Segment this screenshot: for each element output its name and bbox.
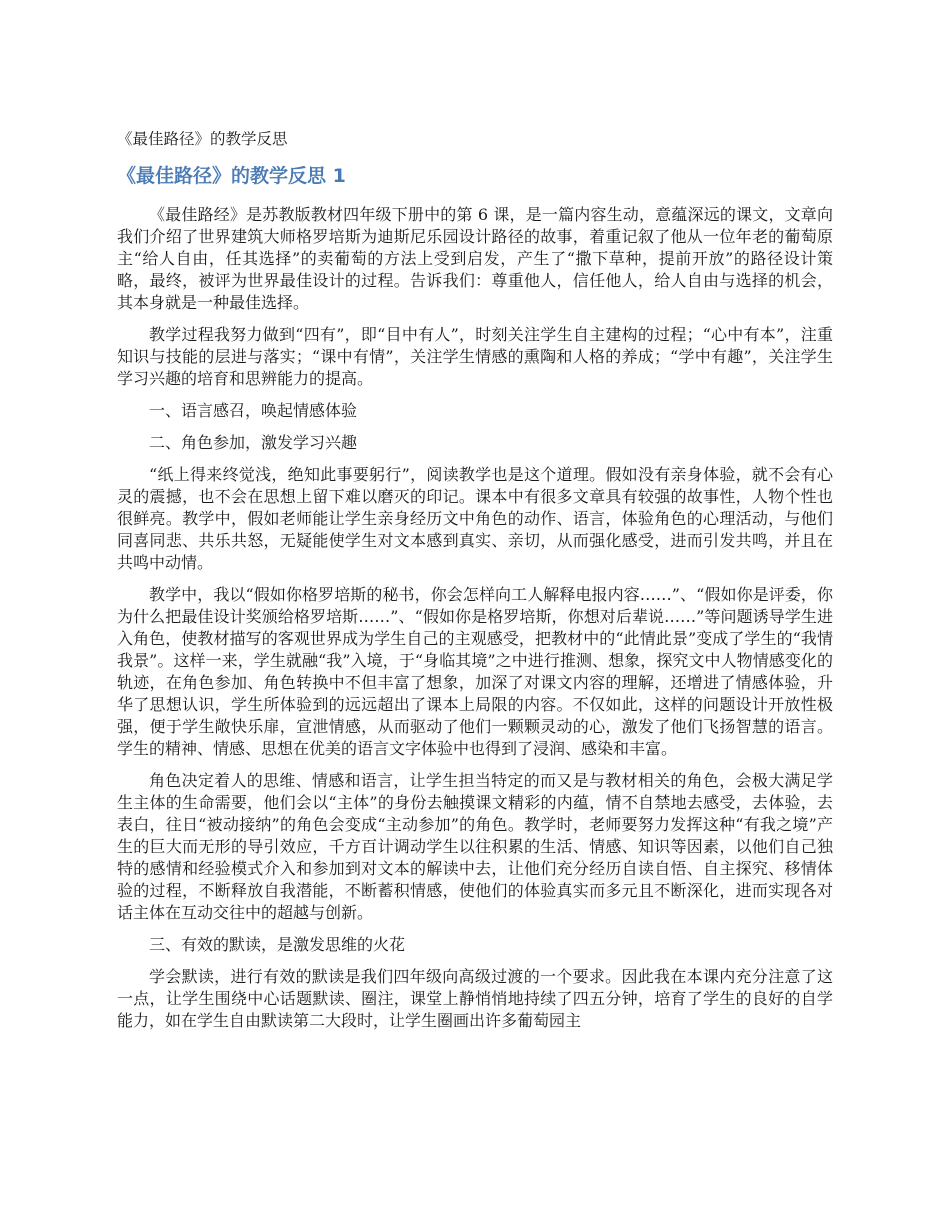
subheading-two: 二、角色参加，激发学习兴趣 (149, 433, 358, 452)
document-body (117, 204, 833, 1042)
paragraph-silent-reading: 学会默读，进行有效的默读是我们四年级向高级过渡的一个要求。因此我在本课内充分注意了这一点，让学生围绕中心话题默读、圈注，课堂上静悄悄地持续了四五分钟，培育了学生的良好的自学能力，如在学生自由默读第二大段时，让学生圈画出许多葡萄园主 (117, 967, 833, 1030)
subheading-one: 一、语言感召，唤起情感体验 (149, 401, 358, 420)
paragraph-role-decides: 角色决定着人的思维、情感和语言，让学生担当特定的而又是与教材相关的角色，会极大满足学生主体的生命需要，他们会以“主体”的身份去触摸课文精彩的内蕴，情不自禁地去感受，去体验，去表白，往日“被动接纳”的角色会变成“主动参加”的角色。教学时，老师要努力发挥这种“有我之境”产生的巨大而无形的导引效应，千方百计调动学生以往积累的生活、情感、知识等因素，以他们自己独特的感情和经验模式介入和参加到对文本的解读中去，让他们充分经历自读自悟、自主探究、移情体验的过程，不断释放自我潜能，不断蓄积情感，使他们的体验真实而多元且不断深化，进而实现各对话主体在互动交往中的超越与创新。 (117, 771, 833, 922)
paragraph-four-haves: 教学过程我努力做到“四有”，即“目中有人”，时刻关注学生自主建构的过程；“心中有本”，注重知识与技能的层进与落实；“课中有情”，关注学生情感的熏陶和人格的养成；“学中有趣”，关注学生学习兴趣的培育和思辨能力的提高。 (117, 325, 833, 388)
section-heading: 《最佳路径》的教学反思 1 (117, 165, 346, 187)
paragraph-experience: “纸上得来终觉浅，绝知此事要躬行”，阅读教学也是这个道理。假如没有亲身体验，就不会有心灵的震撼，也不会在思想上留下难以磨灭的印记。课本中有很多文章具有较强的故事性，人物个性也很鲜亮。教学中，假如老师能让学生亲身经历文中角色的动作、语言，体验角色的心理活动，与他们同喜同悲、共乐共怒，无疑能使学生对文本感到真实、亲切，从而强化感受，进而引发共鸣，并且在共鸣中动情。 (117, 465, 833, 572)
paragraph-role-questions: 教学中，我以“假如你格罗培斯的秘书，你会怎样向工人解释电报内容……”、“假如你是评委，你为什么把最佳设计奖颁给格罗培斯……”、“假如你是格罗培斯，你想对后辈说……”等问题诱导学生进入角色，使教材描写的客观世界成为学生自己的主观感受，把教材中的“此情此景”变成了学生的“我情我景”。这样一来，学生就融“我”入境，于“身临其境”之中进行推测、想象，探究文中人物情感变化的轨迹，在角色参加、角色转换中不但丰富了想象，加深了对课文内容的理解，还增进了情感体验，升华了思想认识，学生所体验到的远远超出了课本上局限的内容。不仅如此，这样的问题设计开放性极强，便于学生敞快乐扉，宣泄情感，从而驱动了他们一颗颗灵动的心，激发了他们飞扬智慧的语言。学生的精神、情感、思想在优美的语言文字体验中也得到了浸润、感染和丰富。 (117, 585, 833, 758)
document-title: 《最佳路径》的教学反思 (117, 130, 288, 148)
subheading-three: 三、有效的默读，是激发思维的火花 (149, 935, 406, 954)
paragraph-intro: 《最佳路经》是苏教版教材四年级下册中的第 6 课，是一篇内容生动，意蕴深远的课文，文章向我们介绍了世界建筑大师格罗培斯为迪斯尼乐园设计路径的故事，着重记叙了他从一位年老的葡萄原主“给人自由，任其选择”的卖葡萄的方法上受到启发，产生了“撒下草种，提前开放”的路径设计策略，最终，被评为世界最佳设计的过程。告诉我们：尊重他人，信任他人，给人自由与选择的机会，其本身就是一种最佳选择。 (117, 205, 833, 312)
